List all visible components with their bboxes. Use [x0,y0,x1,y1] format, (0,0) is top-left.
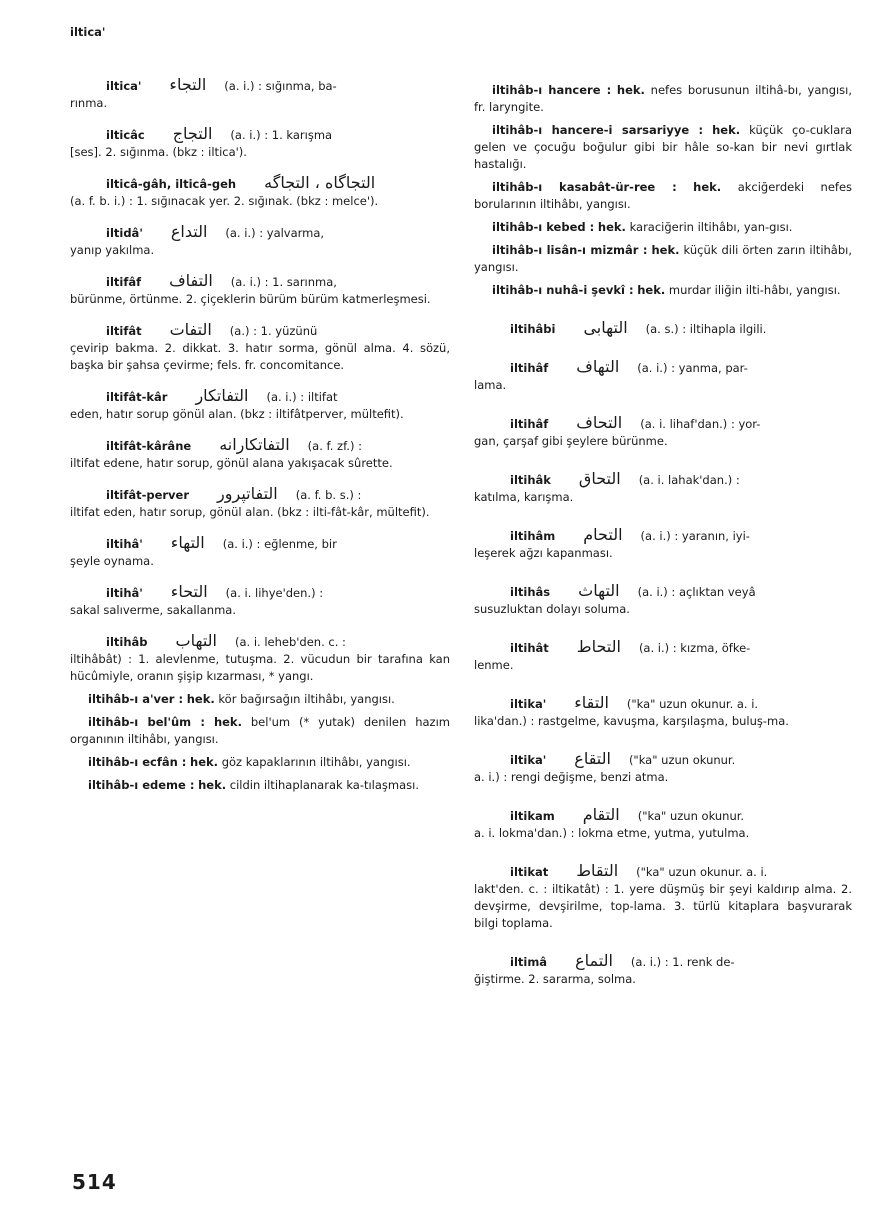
dictionary-entry [70,583,450,619]
entry-definition: eden, hatır sorup gönül alan. (bkz : iltifâtperver, mültefit). [70,407,404,421]
entry-arabic-script: التقاط [576,861,619,880]
entry-headword: iltifâf [106,275,142,289]
entry-headword: iltifât-kârâne [106,439,192,453]
subentry-headword: iltihâb-ı nuhâ-i şevkî : [492,283,634,297]
dictionary-entry [474,470,852,506]
entry-definition-start: (a. i.) : yalvarma, [225,226,325,240]
subentry-field-label: hek. [213,715,242,729]
entry-arabic-script: التهاف [576,357,620,376]
entry-definition-start: (a. i.) : sığınma, ba- [224,79,337,93]
subentry-definition: göz kapaklarının iltihâbı, yangısı. [221,755,411,769]
subentry-headword: iltihâb-ı lisân-ı mizmâr : [492,243,648,257]
entry-definition-start: (a. f. zf.) : [307,439,362,453]
dictionary-entry [70,223,450,259]
entry-headword: iltimâ [510,955,548,969]
entry-definition-start: ("ka" uzun okunur. [628,753,736,767]
dictionary-subentry [70,691,450,708]
dictionary-subentry [70,777,450,794]
subentry-definition: küçük ço-cuklara gelen ve çocuğu boğulur gibi bir hâle so-kan bir nevi gırtlak hastalığı. [474,123,853,171]
entry-arabic-script: التفات [169,320,212,339]
dictionary-entry [474,952,852,988]
left-column [70,76,450,794]
entry-arabic-script: التهاب [175,631,217,650]
dictionary-entry [70,125,450,161]
entry-definition: leşerek ağzı kapanması. [474,546,613,560]
entry-definition-start: (a.) : 1. yüzünü [229,324,318,338]
entry-definition: iltifat eden, hatır sorup, gönül alan. (bkz : ilti-fât-kâr, mültefit). [70,505,430,519]
subentry-field-label: hek. [186,692,215,706]
entry-arabic-script: التحام [583,525,623,544]
entry-headword: iltihâs [510,585,551,599]
entry-headword: iltica' [106,79,142,93]
page-number: 514 [72,1170,117,1194]
entry-definition-start: (a. i. lihaf'dan.) : yor- [640,417,761,431]
subentry-field-label: hek. [693,180,722,194]
entry-definition-start: (a. i.) : yanma, par- [637,361,748,375]
entry-definition: lakt'den. c. : iltikatât) : 1. yere düşmüş bir şeyi kaldırıp alma. 2. devşirme, devşirilme, top-lama. 3. türlü kitaplara başvurarak bilgi toplama. [474,882,852,930]
subentry-headword: iltihâb-ı bel'ûm : [88,715,206,729]
entry-arabic-script: التحاف [576,413,623,432]
entry-arabic-script: التفاتپرور [217,484,278,503]
entry-arabic-script: التقام [582,805,620,824]
entry-headword: iltihâb [106,635,148,649]
dictionary-entry [70,321,450,374]
right-column [474,76,852,988]
entry-definition-start: (a. i.) : kızma, öfke- [638,641,751,655]
running-head: iltica' [70,25,106,39]
entry-arabic-script: التهاث [578,581,620,600]
subentry-field-label: hek. [190,755,219,769]
subentry-definition: karaciğerin iltihâbı, yan-gısı. [629,220,793,234]
entry-arabic-script: التحاء [170,582,208,601]
entry-headword: ilticâ-gâh, ilticâ-geh [106,177,237,191]
dictionary-subentry [474,282,852,299]
entry-arabic-script: التهاء [170,533,205,552]
entry-headword: iltihâk [510,473,551,487]
dictionary-entry [70,485,450,521]
entry-headword: iltihâf [510,361,549,375]
entry-headword: iltikam [510,809,555,823]
entry-definition: sakal salıverme, sakallanma. [70,603,236,617]
entry-definition-start: (a. i. lahak'dan.) : [638,473,740,487]
entry-headword: iltifât-perver [106,488,190,502]
entry-arabic-script: التحاق [578,469,621,488]
entry-definition-start: (a. i.) : 1. karışma [230,128,333,142]
entry-definition-start: (a. i.) : 1. sarınma, [230,275,337,289]
entry-definition-start: (a. i.) : eğlenme, bir [222,537,337,551]
entry-headword: iltidâ' [106,226,143,240]
subentry-headword: iltihâb-ı hancere : [492,83,612,97]
entry-definition: lama. [474,378,507,392]
dictionary-entry [474,582,852,618]
dictionary-entry [474,526,852,562]
subentry-definition: küçük dili örten zarın iltihâbı, yangısı. [474,243,852,274]
subentry-field-label: hek. [712,123,741,137]
subentry-headword: iltihâb-ı ecfân : [88,755,187,769]
entry-definition: çevirip bakma. 2. dikkat. 3. hatır sorma, gönül alma. 4. sözü, başka bir şahsa çevirme; fels. fr. concomitance. [70,341,450,372]
subentry-field-label: hek. [198,778,227,792]
entry-arabic-script: التفاتكار [195,386,249,405]
entry-definition-start: (a. s.) : iltihapla ilgili. [645,322,767,336]
entry-headword: iltika' [510,697,547,711]
subentry-field-label: hek. [651,243,680,257]
entry-headword: iltifât-kâr [106,390,168,404]
entry-definition: gan, çarşaf gibi şeylere bürünme. [474,434,668,448]
entry-headword: iltikat [510,865,549,879]
entry-headword: iltihâm [510,529,556,543]
entry-arabic-script: التهابى [583,318,628,337]
entry-definition: ğiştirme. 2. sararma, solma. [474,972,636,986]
entry-arabic-script: التجاء [169,75,207,94]
entry-headword: ilticâc [106,128,145,142]
subentry-headword: iltihâb-ı edeme : [88,778,195,792]
entry-definition: yanıp yakılma. [70,243,155,257]
dictionary-entry [474,358,852,394]
entry-definition-start: ("ka" uzun okunur. [637,809,745,823]
entry-definition: lika'dan.) : rastgelme, kavuşma, karşılaşma, buluş-ma. [474,714,789,728]
entry-arabic-script: التفاف [169,271,213,290]
dictionary-entry [70,534,450,570]
dictionary-subentry [474,122,852,173]
dictionary-entry [474,806,852,842]
subentry-headword: iltihâb-ı kebed : [492,220,595,234]
dictionary-subentry [474,242,852,276]
dictionary-entry [70,632,450,685]
entry-definition-start: (a. i. leheb'den. c. : [234,635,346,649]
dictionary-entry [70,272,450,308]
entry-definition-start: (a. i. lihye'den.) : [225,586,324,600]
entry-definition-start: (a. i.) : iltifat [266,390,338,404]
entry-arabic-script: التقاء [574,693,609,712]
entry-definition: iltifat edene, hatır sorup, gönül alana yakışacak sûrette. [70,456,393,470]
entry-definition-start: ("ka" uzun okunur. a. i. [636,865,768,879]
dictionary-entry [474,319,852,338]
entry-arabic-script: التجاگاه ، التجاگه [264,173,376,192]
entry-headword: iltihâbi [510,322,556,336]
dictionary-entry [474,694,852,730]
entry-headword: iltihât [510,641,549,655]
entry-definition: bürünme, örtünme. 2. çiçeklerin bürüm bürüm katmerleşmesi. [70,292,431,306]
dictionary-subentry [474,82,852,116]
subentry-field-label: hek. [637,283,666,297]
entry-headword: iltika' [510,753,547,767]
subentry-definition: bel'um (* yutak) denilen hazım organının iltihâbı, yangısı. [70,715,450,746]
subentry-definition: kör bağırsağın iltihâbı, yangısı. [218,692,395,706]
entry-arabic-script: التماع [575,951,613,970]
entry-definition-start: (a. i.) : yaranın, iyi- [640,529,750,543]
dictionary-entry [70,174,450,210]
entry-definition: (a. f. b. i.) : 1. sığınacak yer. 2. sığınak. (bkz : melce'). [70,194,379,208]
entry-definition: a. i.) : rengi değişme, benzi atma. [474,770,669,784]
entry-headword: iltihâf [510,417,549,431]
dictionary-subentry [70,714,450,748]
entry-arabic-script: التجاج [172,124,213,143]
dictionary-subentry [474,179,852,213]
entry-definition-start: (a. i.) : açlıktan veyâ [637,585,756,599]
entry-definition: a. i. lokma'dan.) : lokma etme, yutma, yutulma. [474,826,750,840]
entry-arabic-script: التقاع [574,749,611,768]
entry-definition-start: (a. i.) : 1. renk de- [630,955,735,969]
subentry-headword: iltihâb-ı hancere-i sarsariyye : [492,123,704,137]
subentry-definition: akciğerdeki nefes borularının iltihâbı, yangısı. [474,180,853,211]
dictionary-entry [474,750,852,786]
subentry-field-label: hek. [616,83,645,97]
subentry-headword: iltihâb-ı kasabât-ür-ree : [492,180,677,194]
entry-arabic-script: التداع [170,222,208,241]
entry-definition: lenme. [474,658,514,672]
entry-definition: susuzluktan dolayı soluma. [474,602,630,616]
subentry-definition: nefes borusunun iltihâ-bı, yangısı, fr. laryngite. [474,83,853,114]
dictionary-subentry [474,219,852,236]
dictionary-entry [70,76,450,112]
dictionary-entry [70,387,450,423]
entry-arabic-script: التحاط [576,637,621,656]
dictionary-entry [474,414,852,450]
dictionary-subentry [70,754,450,771]
dictionary-entry [70,436,450,472]
entry-definition: rınma. [70,96,108,110]
dictionary-entry [474,862,852,932]
subentry-definition: murdar iliğin ilti-hâbı, yangısı. [668,283,841,297]
entry-headword: iltifât [106,324,142,338]
entry-definition-start: ("ka" uzun okunur. a. i. [626,697,759,711]
dictionary-entry [474,638,852,674]
entry-definition: [ses]. 2. sığınma. (bkz : iltica'). [70,145,247,159]
entry-headword: iltihâ' [106,537,143,551]
entry-definition-start: (a. f. b. s.) : [295,488,362,502]
subentry-definition: cildin iltihaplanarak ka-tılaşması. [229,778,419,792]
entry-arabic-script: التفاتكارانه [219,435,290,454]
entry-definition: şeyle oynama. [70,554,154,568]
entry-headword: iltihâ' [106,586,143,600]
subentry-field-label: hek. [597,220,626,234]
entry-definition: iltihâbât) : 1. alevlenme, tutuşma. 2. vücudun bir tarafına kan hücûmiyle, oranın şişip kızarması, * yangı. [70,652,450,683]
subentry-headword: iltihâb-ı a'ver : [88,692,184,706]
entry-definition: katılma, karışma. [474,490,574,504]
